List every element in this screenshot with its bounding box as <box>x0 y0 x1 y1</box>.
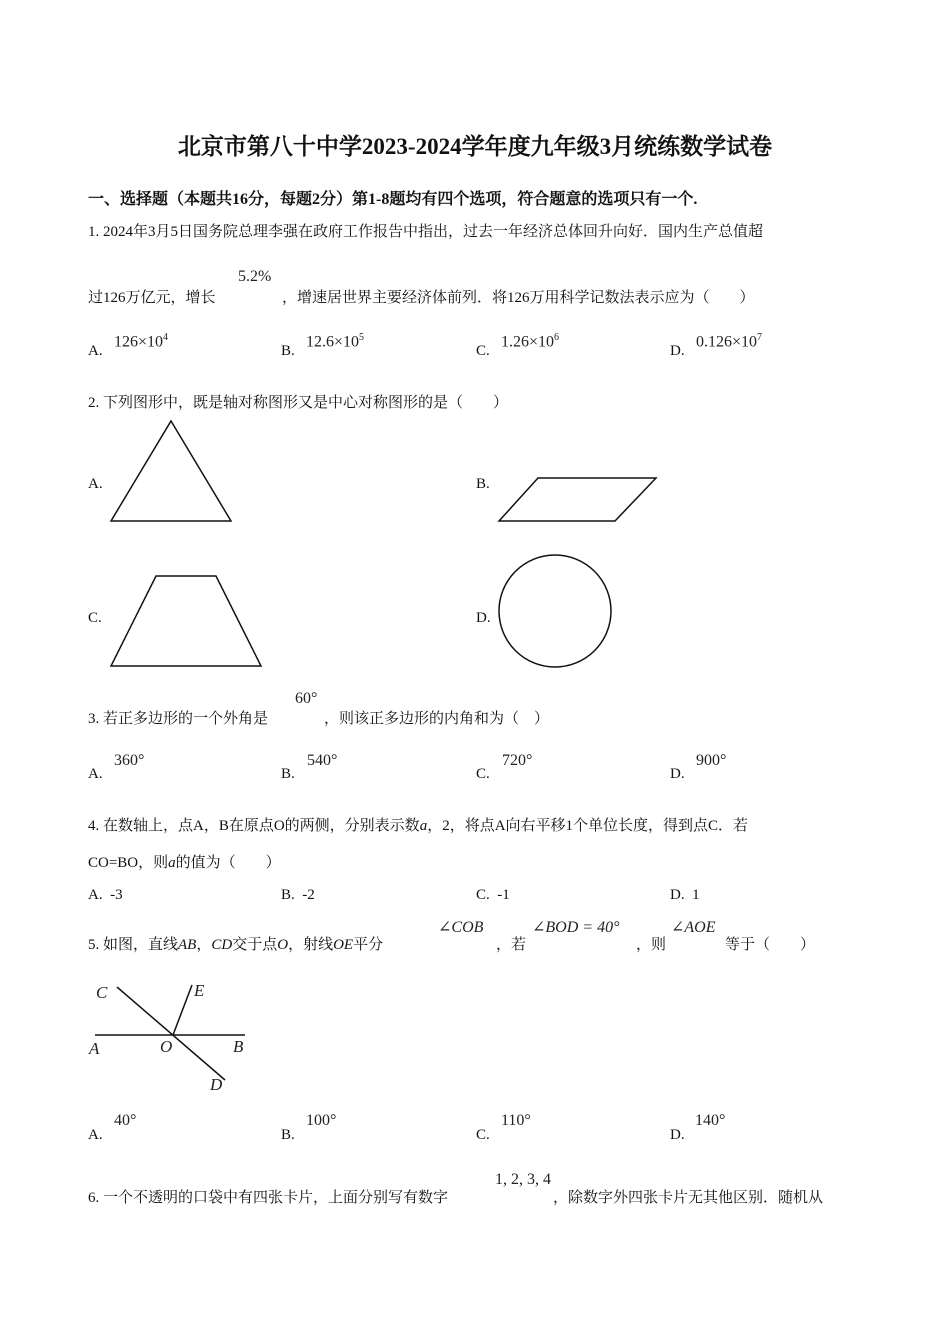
q5-math-cob: ∠COB <box>438 919 484 936</box>
parallelogram-figure <box>496 475 661 525</box>
q3-option-c-value: 720° <box>502 752 533 769</box>
q5-option-a-letter: A. <box>88 1127 103 1143</box>
circle-figure <box>497 554 617 670</box>
q1-line2a: 过126万亿元，增长 <box>88 290 216 306</box>
section-heading: 一、选择题（本题共16分，每题2分）第1-8题均有四个选项，符合题意的选项只有一个. <box>88 191 698 208</box>
q3-option-b-value: 540° <box>307 752 338 769</box>
q4-line2: CO=BO，则a的值为（ ） <box>88 855 281 871</box>
q1-option-c-letter: C. <box>476 343 490 359</box>
label-d: D <box>210 1075 223 1094</box>
q1-line2b: ，增速居世界主要经济体前列．将126万用科学记数法表示应为（ ） <box>282 290 755 306</box>
q3-option-d-value: 900° <box>696 752 727 769</box>
q4-option-b: B. -2 <box>281 887 315 903</box>
q5-text-part2: ，若 <box>496 937 527 953</box>
trapezoid-figure <box>108 572 266 670</box>
q3-math: 60° <box>295 690 318 707</box>
triangle-figure <box>108 418 238 526</box>
q5-option-d-value: 140° <box>695 1112 726 1129</box>
q5-option-c-value: 110° <box>501 1112 531 1129</box>
q1-option-b-letter: B. <box>281 343 295 359</box>
q3-option-d-letter: D. <box>670 766 685 782</box>
q5-math-bod: ∠BOD = 40° <box>532 919 620 936</box>
q4-option-a: A. -3 <box>88 887 123 903</box>
q6-math: 1, 2, 3, 4 <box>495 1171 551 1188</box>
q2-option-d-letter: D. <box>476 610 491 626</box>
q1-option-a-value: $126\times 10^4$ <box>114 332 169 351</box>
q3-option-b-letter: B. <box>281 766 295 782</box>
q2-option-b-letter: B. <box>476 476 490 492</box>
q4-line1: 4. 在数轴上，点A，B在原点O的两侧，分别表示数a，2，将点A向右平移1个单位长度，得到点C．若 <box>88 818 749 834</box>
q1-line1: 1. 2024年3月5日国务院总理李强在政府工作报告中指出，过去一年经济总体回升向好．国内生产总值超 <box>88 224 764 240</box>
q6-text-a: 6. 一个不透明的口袋中有四张卡片，上面分别写有数字 <box>88 1190 449 1206</box>
q3-option-c-letter: C. <box>476 766 490 782</box>
label-o: O <box>160 1037 173 1056</box>
label-c: C <box>96 983 108 1002</box>
q2-option-a-letter: A. <box>88 476 103 492</box>
q3-text-b: ，则该正多边形的内角和为（ ） <box>324 711 550 727</box>
q1-option-d-value: $0.126\times 10^7$ <box>696 332 763 351</box>
q3-text-a: 3. 若正多边形的一个外角是 <box>88 711 269 727</box>
q1-option-a-letter: A. <box>88 343 103 359</box>
q5-option-d-letter: D. <box>670 1127 685 1143</box>
q1-math: 5.2% <box>238 268 272 285</box>
q5-option-a-value: 40° <box>114 1112 137 1129</box>
label-b: B <box>233 1037 244 1056</box>
q5-option-c-letter: C. <box>476 1127 490 1143</box>
q5-text-part1: 5. 如图，直线AB，CD交于点O，射线OE平分 <box>88 937 384 953</box>
label-e: E <box>194 981 205 1000</box>
q5-option-b-value: 100° <box>306 1112 337 1129</box>
label-a: A <box>89 1039 100 1058</box>
q1-option-d-letter: D. <box>670 343 685 359</box>
q5-text-part3: ，则 <box>636 937 667 953</box>
q2-option-c-letter: C. <box>88 610 102 626</box>
q1-option-c-value: $1.26\times 10^6$ <box>501 332 560 351</box>
q6-text-b: ，除数字外四张卡片无其他区别．随机从 <box>553 1190 824 1206</box>
q3-option-a-value: 360° <box>114 752 145 769</box>
page-title: 北京市第八十中学2023-2024学年度九年级3月统练数学试卷 <box>177 134 773 159</box>
q4-option-d: D. 1 <box>670 887 700 903</box>
q3-option-a-letter: A. <box>88 766 103 782</box>
q5-math-aoe: ∠AOE <box>671 919 716 936</box>
q5-text-part4: 等于（ ） <box>725 937 816 953</box>
q1-option-b-value: $12.6\times 10^5$ <box>306 332 365 351</box>
q4-option-c: C. -1 <box>476 887 510 903</box>
q2-text: 2. 下列图形中，既是轴对称图形又是中心对称图形的是（ ） <box>88 395 509 411</box>
q5-option-b-letter: B. <box>281 1127 295 1143</box>
